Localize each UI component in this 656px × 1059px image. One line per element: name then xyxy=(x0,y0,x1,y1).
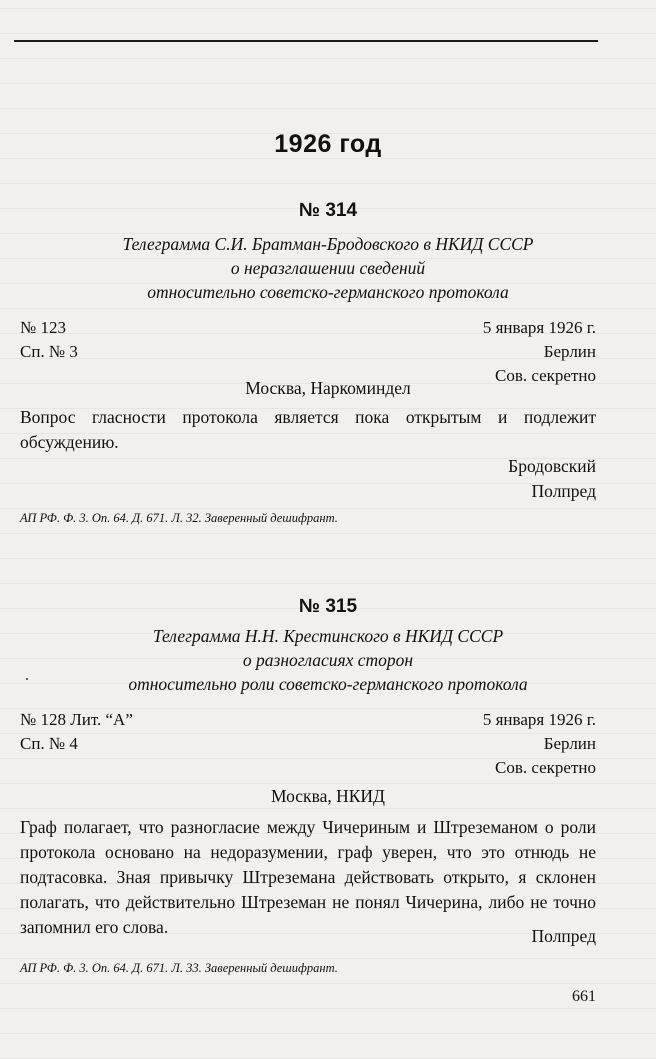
doc315-reg-number: № 128 Лит. “А” xyxy=(20,710,133,729)
doc314-place: Берлин xyxy=(543,342,596,361)
doc315-place: Берлин xyxy=(543,734,596,753)
doc314-signature xyxy=(508,454,596,504)
doc315-classification: Сов. секретно xyxy=(495,758,596,777)
doc315-addressee: Москва, НКИД xyxy=(270,786,385,806)
doc314-addressee: Москва, Наркоминдел xyxy=(245,378,411,398)
doc314-title-line: относительно советско-германского протокола xyxy=(147,282,509,302)
doc314-body: Вопрос гласности протокола является пока открытым и подлежит обсуждению. xyxy=(20,407,596,452)
doc314-signer: Бродовский xyxy=(508,456,596,476)
doc314-copy-number: Сп. № 3 xyxy=(20,342,78,361)
doc315-number: № 315 xyxy=(298,596,358,617)
doc314-date: 5 января 1926 г. xyxy=(482,318,596,337)
doc314-title-line: о неразглашении сведений xyxy=(230,258,426,278)
doc314-title xyxy=(40,232,616,304)
doc315-title xyxy=(40,624,616,696)
doc315-title-line: о разногласиях сторон xyxy=(242,650,414,670)
doc315-copy-number: Сп. № 4 xyxy=(20,734,78,753)
doc315-signer-title: Полпред xyxy=(531,926,596,946)
doc315-source-note: АП РФ. Ф. 3. Оп. 64. Д. 671. Л. 33. Заверенный дешифрант. xyxy=(20,961,338,975)
doc314-classification: Сов. секретно xyxy=(495,366,596,385)
doc314-signer-title: Полпред xyxy=(531,481,596,501)
doc315-date: 5 января 1926 г. xyxy=(482,710,596,729)
year-heading: 1926 год xyxy=(274,130,382,158)
doc315-title-line: Телеграмма Н.Н. Крестинского в НКИД СССР xyxy=(152,626,504,646)
doc315-registry xyxy=(20,708,133,756)
doc314-registry xyxy=(20,316,78,364)
doc314-reg-number: № 123 xyxy=(20,318,66,337)
doc315-signature xyxy=(532,924,596,949)
doc315-body: Граф полагает, что разногласие между Чичериным и Штреземаном о роли протокола основано на недоразумении, граф уверен, что это отнюдь не подтасовка. Зная привычку Штреземана действовать открыто, я склонен полагать, что действительно Штреземан не понял Чичерина, либо не точно запомнил его слова. xyxy=(20,817,596,937)
doc315-dateline xyxy=(483,708,596,780)
print-speck xyxy=(26,678,28,680)
doc314-source-note: АП РФ. Ф. 3. Оп. 64. Д. 671. Л. 32. Заверенный дешифрант. xyxy=(20,511,338,525)
page-number: 661 xyxy=(572,988,596,1005)
doc315-title-line: относительно роли советско-германского протокола xyxy=(128,674,528,694)
doc314-number: № 314 xyxy=(298,200,358,221)
doc314-title-line: Телеграмма С.И. Братман-Бродовского в НКИД СССР xyxy=(122,234,534,254)
header-rule xyxy=(14,40,598,42)
